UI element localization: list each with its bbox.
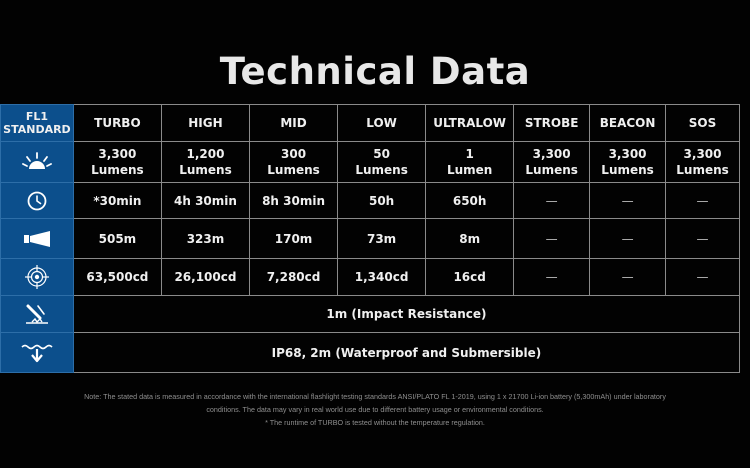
waterproof-row <box>1 333 740 373</box>
table-cell: 505m <box>73 219 161 259</box>
impact-resistance-value: 1m (Impact Resistance) <box>73 296 739 333</box>
waterproof-icon <box>20 341 54 365</box>
beam-distance-row <box>1 219 740 259</box>
table-cell: 7,280cd <box>250 259 338 296</box>
mode-header: ULTRALOW <box>426 105 514 142</box>
table-cell: 3,300 Lumens <box>514 142 590 183</box>
runtime-icon-cell <box>1 183 74 219</box>
table-cell: 1 Lumen <box>426 142 514 183</box>
impact-row <box>1 296 740 333</box>
table-cell: 300 Lumens <box>250 142 338 183</box>
impact-resistance-icon <box>24 302 50 326</box>
mode-header-row <box>1 105 740 142</box>
mode-header: LOW <box>338 105 426 142</box>
table-cell: 4h 30min <box>161 183 249 219</box>
page-title: Technical Data <box>219 50 531 93</box>
table-cell: 50h <box>338 183 426 219</box>
empty-value-dash: — <box>514 183 590 219</box>
mode-header: HIGH <box>161 105 249 142</box>
waterproof-icon-cell <box>1 333 74 373</box>
table-cell: 26,100cd <box>161 259 249 296</box>
table-cell: *30min <box>73 183 161 219</box>
table-cell: 170m <box>250 219 338 259</box>
table-cell: 73m <box>338 219 426 259</box>
peak-intensity-icon <box>24 264 50 290</box>
runtime-row <box>1 183 740 219</box>
peak-intensity-row <box>1 259 740 296</box>
mode-header: TURBO <box>73 105 161 142</box>
brightness-icon <box>22 152 52 172</box>
table-cell: 323m <box>161 219 249 259</box>
technical-data-table <box>0 104 740 373</box>
empty-value-dash: — <box>666 219 740 259</box>
mode-header: MID <box>250 105 338 142</box>
standard-label: STANDARD <box>3 123 71 136</box>
fl1-standard-label <box>1 105 74 142</box>
table-cell: 50 Lumens <box>338 142 426 183</box>
note-line-1: Note: The stated data is measured in accordance with the international flashlight testing standards ANSI/PLATO FL 1-2019, using 1 x 21700 Li-ion battery (5,300mAh) under laboratory <box>84 392 666 401</box>
table-cell: 3,300 Lumens <box>666 142 740 183</box>
brightness-row <box>1 142 740 183</box>
impact-icon-cell <box>1 296 74 333</box>
empty-value-dash: — <box>666 259 740 296</box>
mode-header: BEACON <box>590 105 666 142</box>
table-cell: 3,300 Lumens <box>590 142 666 183</box>
brightness-icon-cell <box>1 142 74 183</box>
peak-intensity-icon-cell <box>1 259 74 296</box>
table-cell: 63,500cd <box>73 259 161 296</box>
table-cell: 1,200 Lumens <box>161 142 249 183</box>
beam-distance-icon-cell <box>1 219 74 259</box>
waterproof-value: IP68, 2m (Waterproof and Submersible) <box>73 333 739 373</box>
table-cell: 8m <box>426 219 514 259</box>
empty-value-dash: — <box>514 259 590 296</box>
mode-header: SOS <box>666 105 740 142</box>
table-cell: 16cd <box>426 259 514 296</box>
table-cell: 8h 30min <box>250 183 338 219</box>
table-cell: 3,300 Lumens <box>73 142 161 183</box>
runtime-clock-icon <box>26 190 48 212</box>
note-line-3: * The runtime of TURBO is tested without the temperature regulation. <box>265 418 485 427</box>
empty-value-dash: — <box>590 259 666 296</box>
beam-distance-icon <box>22 229 52 249</box>
empty-value-dash: — <box>590 183 666 219</box>
empty-value-dash: — <box>666 183 740 219</box>
note-line-2: conditions. The data may vary in real world use due to different battery usage or environmental conditions. <box>206 405 544 414</box>
mode-header: STROBE <box>514 105 590 142</box>
table-cell: 650h <box>426 183 514 219</box>
table-cell: 1,340cd <box>338 259 426 296</box>
fl1-label: FL1 <box>25 110 49 123</box>
empty-value-dash: — <box>514 219 590 259</box>
empty-value-dash: — <box>590 219 666 259</box>
